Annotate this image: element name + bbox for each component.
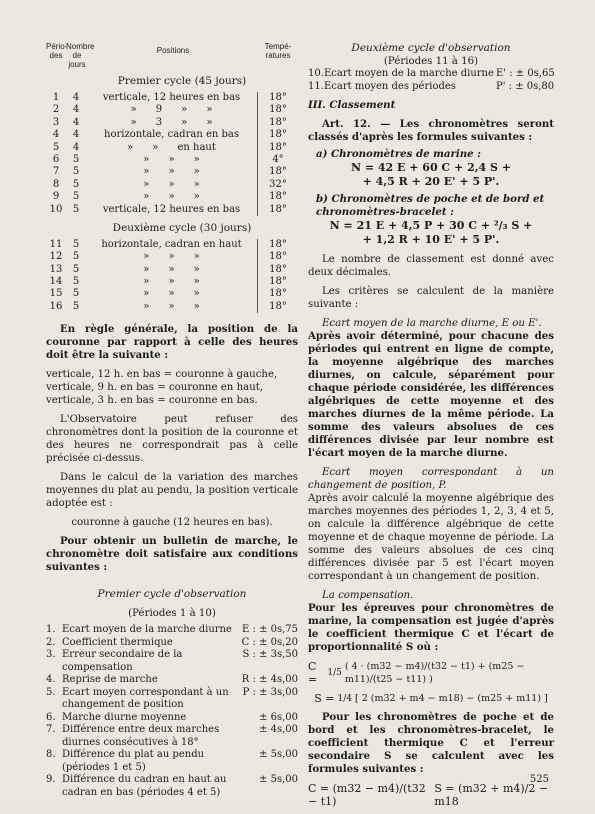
row-days: 5 xyxy=(72,203,80,215)
obs2-list xyxy=(308,68,554,93)
row-position: horizontale, cadran en haut xyxy=(101,238,242,250)
position-lines xyxy=(46,368,298,407)
paragraph-vertical: Dans le calcul de la variation des marches moyennes du plat au pendu, la position verticale adoptée est : xyxy=(46,472,298,510)
formula-s-lhs: S = xyxy=(314,692,335,705)
table-row xyxy=(46,264,298,276)
list-item xyxy=(46,649,298,674)
row-period: 8 xyxy=(52,178,60,190)
list-item xyxy=(46,674,298,687)
row-temperature: 18° xyxy=(257,276,298,288)
item-number: 2. xyxy=(46,636,56,648)
row-position: » » » xyxy=(143,300,200,312)
item-number: 11. xyxy=(308,80,324,92)
cycle1-rows xyxy=(46,92,298,216)
obs2-title: Deuxième cycle d'observation xyxy=(351,42,511,54)
row-position: » » » xyxy=(143,263,200,275)
table-row xyxy=(46,104,298,116)
row-temperature: 18° xyxy=(257,264,298,276)
obs1-title: Premier cycle d'observation xyxy=(97,588,247,601)
item-label: Ecart moyen de la marche diurne xyxy=(324,68,494,79)
row-period: 13 xyxy=(49,263,63,275)
list-item xyxy=(46,749,298,774)
section-heading: III. Classement xyxy=(308,99,396,111)
item-number: 5. xyxy=(46,686,56,698)
row-position: » » » xyxy=(143,251,200,263)
item-label: Ecart moyen correspondant à un changement de position xyxy=(62,686,229,711)
equation-marine-2: + 4,5 R + 20 E' + 5 P'. xyxy=(362,175,500,188)
article-12: Art. 12. — Les chronomètres seront classés d'après les formules suivantes : xyxy=(308,118,554,143)
row-period: 12 xyxy=(49,251,63,263)
row-period: 1 xyxy=(52,92,60,103)
table-row xyxy=(46,276,298,288)
list-item xyxy=(308,81,554,94)
pocket-label: b) Chronomètres de poche et de bord et chronomètres-bracelet : xyxy=(316,193,545,218)
row-days: 5 xyxy=(72,263,80,275)
obs1-subtitle: (Périodes 1 à 10) xyxy=(128,608,216,620)
row-temperature: 18° xyxy=(257,166,298,178)
row-period: 2 xyxy=(52,104,60,116)
item-number: 9. xyxy=(46,774,56,786)
row-position: » » » xyxy=(143,166,200,178)
formula-c-coef: 1/5 xyxy=(327,668,342,678)
row-position: » » en haut xyxy=(127,141,216,153)
item-value: P : ± 3s,00 xyxy=(242,686,298,698)
row-position: » » » xyxy=(143,153,200,165)
row-period: 9 xyxy=(52,191,60,203)
row-temperature: 18° xyxy=(257,104,298,116)
table-row xyxy=(46,251,298,263)
row-days: 5 xyxy=(72,191,80,203)
position-title: Ecart moyen correspondant à un changement de position, P. xyxy=(308,467,554,491)
row-position: » » » xyxy=(143,288,200,300)
list-item xyxy=(46,637,298,650)
row-days: 4 xyxy=(72,116,80,128)
row-position: » » » xyxy=(143,178,200,190)
row-days: 5 xyxy=(72,288,80,300)
row-days: 5 xyxy=(72,238,80,250)
position-line: verticale, 3 h. en bas = couronne en bas. xyxy=(46,395,258,407)
list-item xyxy=(308,68,554,81)
formula-s-coef: 1/4 xyxy=(337,693,352,704)
row-period: 5 xyxy=(52,141,60,153)
equation-marine-1: N = 42 E + 60 C + 2,4 S + xyxy=(350,161,512,174)
row-period: 11 xyxy=(49,238,63,250)
item-number: 10. xyxy=(308,68,324,79)
row-period: 4 xyxy=(52,129,60,141)
table-row xyxy=(46,154,298,166)
item-label: Reprise de marche xyxy=(62,674,158,686)
formula-s-marine xyxy=(308,692,554,705)
formula-c-lhs: C = xyxy=(308,660,318,686)
item-value: ± 4s,00 xyxy=(259,724,298,736)
left-column xyxy=(46,42,298,799)
right-column xyxy=(308,42,554,814)
list-item xyxy=(46,774,298,799)
row-period: 3 xyxy=(52,116,60,128)
item-label: Différence du cadran en haut au cadran en bas (périodes 4 et 5) xyxy=(62,774,227,798)
cycle1-title: Premier cycle (45 jours) xyxy=(117,75,247,87)
row-period: 15 xyxy=(49,288,63,300)
table-row xyxy=(46,191,298,203)
formula-c-marine xyxy=(308,660,554,686)
row-days: 4 xyxy=(72,129,80,141)
paragraph-crown-left: couronne à gauche (12 heures en bas). xyxy=(71,517,273,529)
paragraph-conditions: Pour obtenir un bulletin de marche, le chronomètre doit satisfaire aux conditions suivantes : xyxy=(46,535,298,574)
table-row xyxy=(46,288,298,300)
paragraph-pocket-formulas: Pour les chronomètres de poche et de bord et les chronomètres-bracelet, le coefficient thermique C et l'erreur secondaire S se calculent avec les formules suivantes : xyxy=(308,711,554,775)
formula-s-body: [ 2 (m32 + m4 − m18) − (m25 + m11) ] xyxy=(354,693,548,704)
row-temperature: 18° xyxy=(257,301,298,313)
formula-pocket xyxy=(308,782,554,808)
row-temperature: 18° xyxy=(257,204,298,216)
formula-s-pocket: S = (m32 + m4)/2 − m18 xyxy=(434,782,549,808)
row-temperature: 18° xyxy=(257,191,298,203)
table-row xyxy=(46,142,298,154)
table-row xyxy=(46,166,298,178)
item-label: Erreur secondaire de la compensation xyxy=(62,649,183,673)
equation-pocket-1: N = 21 E + 4,5 P + 30 C + ²/₃ S + xyxy=(329,219,533,232)
row-days: 4 xyxy=(72,104,80,116)
row-position: verticale, 12 heures en bas xyxy=(102,203,241,215)
row-days: 5 xyxy=(72,153,80,165)
position-text: Après avoir calculé la moyenne algébrique des marches moyennes des périodes 1, 2, 3, 4 et 5, on calcule la différence algébrique de cette moyenne et de chaque moyenne de période. La somme des valeurs absolues de ces cinq différences divisée par 5 est l'écart moyen correspondant à un changement de position. xyxy=(308,493,554,582)
row-position: » » » xyxy=(143,191,200,203)
table-row xyxy=(46,92,298,104)
row-temperature: 18° xyxy=(257,129,298,141)
item-label: Marche diurne moyenne xyxy=(62,711,187,723)
row-period: 6 xyxy=(52,153,60,165)
position-line: verticale, 9 h. en bas = couronne en haut, xyxy=(46,382,264,394)
item-label: Différence du plat au pendu (périodes 1 et 5) xyxy=(62,749,205,773)
item-value: ± 6s,00 xyxy=(259,711,298,723)
item-value: E : ± 0s,75 xyxy=(242,624,298,636)
item-value: E' : ± 0s,65 xyxy=(496,68,555,79)
row-days: 5 xyxy=(72,178,80,190)
row-days: 5 xyxy=(72,276,80,288)
item-value: P' : ± 0s,80 xyxy=(496,80,555,92)
ecart-title: Ecart moyen de la marche diurne, E ou E'. xyxy=(322,318,542,329)
compensation-title: La compensation. xyxy=(322,590,414,601)
compensation-text: Pour les épreuves pour chronomètres de marine, la compensation est jugée d'après le coefficient thermique C et l'écart de proportionnalité S où : xyxy=(308,602,554,653)
row-temperature: 4° xyxy=(257,154,298,166)
row-period: 14 xyxy=(49,276,63,288)
page-number: 525 xyxy=(529,774,549,785)
row-temperature: 32° xyxy=(257,179,298,191)
table-row xyxy=(46,129,298,141)
table-row xyxy=(46,239,298,251)
row-temperature: 18° xyxy=(257,239,298,251)
row-temperature: 18° xyxy=(257,251,298,263)
row-days: 4 xyxy=(72,92,80,103)
paragraph-crown-rule: En règle générale, la position de la couronne par rapport à celle des heures doit être la suivante : xyxy=(46,323,298,362)
row-position: » 9 » » xyxy=(130,104,213,116)
table-row xyxy=(46,204,298,216)
equation-pocket-2: + 1,2 R + 10 E' + 5 P'. xyxy=(362,233,500,246)
item-value: ± 5s,00 xyxy=(259,749,298,761)
marine-label: a) Chronomètres de marine : xyxy=(316,148,481,160)
row-temperature: 18° xyxy=(257,288,298,300)
table-row xyxy=(46,117,298,129)
position-line: verticale, 12 h. en bas = couronne à gauche, xyxy=(46,369,278,381)
item-number: 8. xyxy=(46,749,56,761)
item-label: Ecart moyen des périodes xyxy=(324,80,456,92)
row-position: verticale, 12 heures en bas xyxy=(102,92,241,103)
formula-c-pocket: C = (m32 − m4)/(t32 − t1) xyxy=(308,782,426,808)
row-period: 16 xyxy=(49,300,63,312)
header-positions: Positions xyxy=(156,46,190,55)
item-value: R : ± 4s,00 xyxy=(241,674,298,686)
header-period: Pério- des xyxy=(46,42,68,60)
row-period: 7 xyxy=(52,166,60,178)
item-value: ± 5s,00 xyxy=(259,774,298,786)
row-temperature: 18° xyxy=(257,142,298,154)
obs2-subtitle: (Périodes 11 à 16) xyxy=(383,56,479,67)
item-number: 1. xyxy=(46,624,56,636)
list-item xyxy=(46,712,298,725)
paragraph-classement: Le nombre de classement est donné avec deux décimales. xyxy=(308,254,554,278)
row-period: 10 xyxy=(49,203,63,215)
list-item xyxy=(46,624,298,637)
item-number: 7. xyxy=(46,724,56,736)
cycle2-title: Deuxième cycle (30 jours) xyxy=(112,221,252,234)
item-label: Ecart moyen de la marche diurne xyxy=(62,624,232,636)
item-label: Coefficient thermique xyxy=(62,636,173,648)
item-number: 4. xyxy=(46,674,56,686)
table-row xyxy=(46,301,298,313)
row-position: horizontale, cadran en bas xyxy=(104,129,239,141)
ecart-text: Après avoir déterminé, pour chacune des périodes qui entrent en ligne de compte, la moyenne algébrique des marches diurnes, on calcule, séparément pour chaque période considérée, les différences algébriques de cette moyenne et des marches diurnes de la même période. La somme des valeurs absolues de ces différences divisée par leur nombre est l'écart moyen de la marche diurne. xyxy=(308,330,554,459)
item-number: 6. xyxy=(46,711,56,723)
list-item xyxy=(46,724,298,749)
table-row xyxy=(46,179,298,191)
item-label: Différence entre deux marches diurnes consécutives à 18° xyxy=(62,724,220,748)
paragraph-criteres: Les critères se calculent de la manière suivante : xyxy=(308,286,554,310)
paragraph-refuse: L'Observatoire peut refuser des chronomètres dont la position de la couronne et des heures ne correspondrait pas à celle précisée ci-dessus. xyxy=(46,414,298,465)
row-days: 5 xyxy=(72,300,80,312)
item-value: S : ± 3s,50 xyxy=(242,649,298,661)
formula-c-body: ( 4 · (m32 − m4)/(t32 − t1) + (m25 − m11)/(t25 − t11) ) xyxy=(344,661,525,685)
row-temperature: 18° xyxy=(257,92,298,104)
row-days: 5 xyxy=(72,251,80,263)
cycle2-rows xyxy=(46,239,298,313)
row-days: 4 xyxy=(72,141,80,153)
row-position: » » » xyxy=(143,276,200,288)
item-number: 3. xyxy=(46,649,56,661)
header-days: Nombre de jours xyxy=(66,42,95,69)
row-position: » 3 » » xyxy=(130,116,213,128)
row-days: 5 xyxy=(72,166,80,178)
row-temperature: 18° xyxy=(257,117,298,129)
criteria-list xyxy=(46,624,298,799)
header-temperatures: Tempé- ratures xyxy=(264,42,292,60)
list-item xyxy=(46,687,298,712)
item-value: C : ± 0s,20 xyxy=(241,636,298,648)
table-header xyxy=(46,42,298,69)
